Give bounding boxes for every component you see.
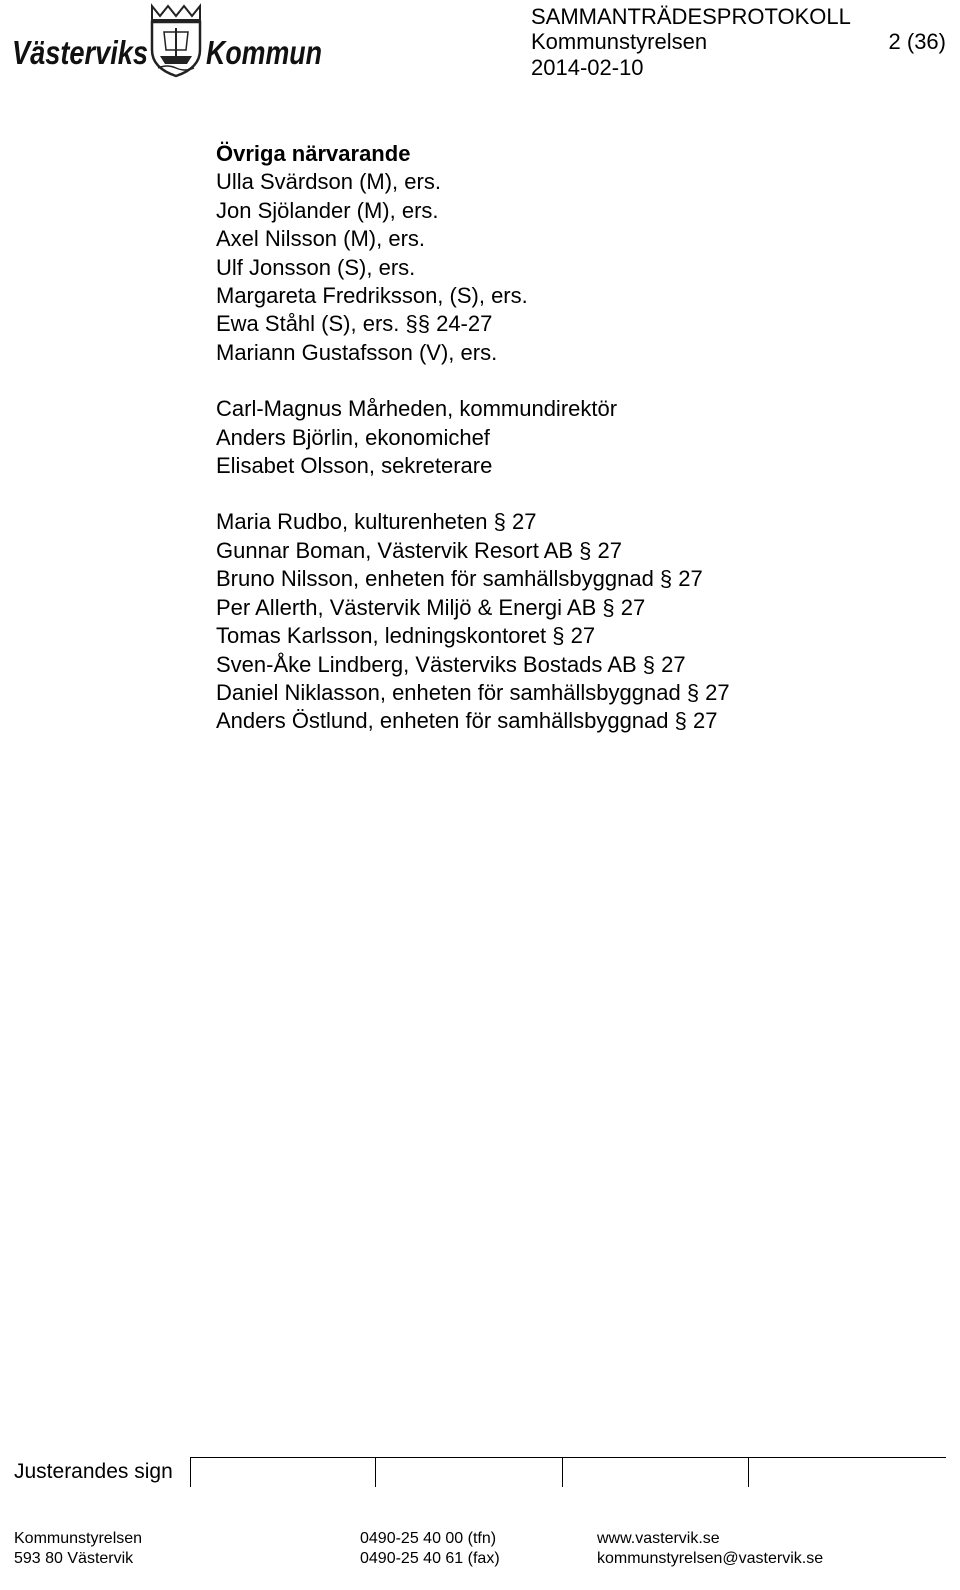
spacer — [216, 367, 730, 395]
attendee: Axel Nilsson (M), ers. — [216, 226, 426, 252]
guest: Bruno Nilsson, enheten för samhällsbyggnad § 27 — [216, 566, 703, 592]
official: Elisabet Olsson, sekreterare — [216, 453, 493, 479]
guest: Gunnar Boman, Västervik Resort AB § 27 — [216, 537, 622, 563]
footer-line: 593 80 Västervik — [14, 1550, 134, 1567]
footer-address — [14, 1529, 142, 1569]
footer-email-link[interactable]: kommunstyrelsen@vastervik.se — [597, 1550, 824, 1567]
attendees-section — [216, 140, 730, 736]
guest: Daniel Niklasson, enheten för samhällsbyggnad § 27 — [216, 679, 730, 705]
guest: Sven-Åke Lindberg, Västerviks Bostads AB § 27 — [216, 651, 686, 677]
guest: Per Allerth, Västervik Miljö & Energi AB § 27 — [216, 594, 646, 620]
signature-box-divider — [562, 1457, 563, 1487]
guest: Anders Östlund, enheten för samhällsbyggnad § 27 — [216, 708, 718, 734]
meeting-date: 2014-02-10 — [531, 55, 644, 80]
official: Carl-Magnus Mårheden, kommundirektör — [216, 396, 618, 422]
footer-contact — [597, 1529, 823, 1569]
attendee: Jon Sjölander (M), ers. — [216, 197, 439, 223]
municipality-logo — [12, 2, 332, 78]
signature-top-line — [190, 1457, 946, 1458]
attendee: Ulla Svärdson (M), ers. — [216, 169, 441, 195]
footer-line: 0490-25 40 00 (tfn) — [360, 1530, 497, 1547]
page-number: 2 (36) — [888, 29, 946, 54]
attendee: Margareta Fredriksson, (S), ers. — [216, 283, 528, 309]
attendee: Ewa Ståhl (S), ers. §§ 24-27 — [216, 311, 493, 337]
footer-website-link[interactable]: www.vastervik.se — [597, 1530, 720, 1547]
document-type: SAMMANTRÄDESPROTOKOLL — [531, 4, 851, 29]
footer-phone — [360, 1529, 500, 1569]
committee-name: Kommunstyrelsen — [531, 29, 708, 54]
signature-box-divider — [748, 1457, 749, 1487]
footer-line: 0490-25 40 61 (fax) — [360, 1550, 500, 1567]
svg-text:Kommun: Kommun — [206, 34, 322, 71]
attendee: Ulf Jonsson (S), ers. — [216, 254, 416, 280]
signature-label: Justerandes sign — [14, 1460, 173, 1483]
footer-line: Kommunstyrelsen — [14, 1530, 143, 1547]
signature-row — [12, 1455, 948, 1489]
official: Anders Björlin, ekonomichef — [216, 424, 490, 450]
signature-box-divider — [375, 1457, 376, 1487]
spacer — [216, 480, 730, 508]
coat-of-arms-icon — [12, 2, 332, 78]
guest: Tomas Karlsson, ledningskontoret § 27 — [216, 623, 596, 649]
svg-text:Västerviks: Västerviks — [12, 34, 148, 71]
attendee: Mariann Gustafsson (V), ers. — [216, 339, 498, 365]
guest: Maria Rudbo, kulturenheten § 27 — [216, 509, 537, 535]
signature-box-divider — [190, 1457, 191, 1487]
section-heading: Övriga närvarande — [216, 141, 411, 166]
